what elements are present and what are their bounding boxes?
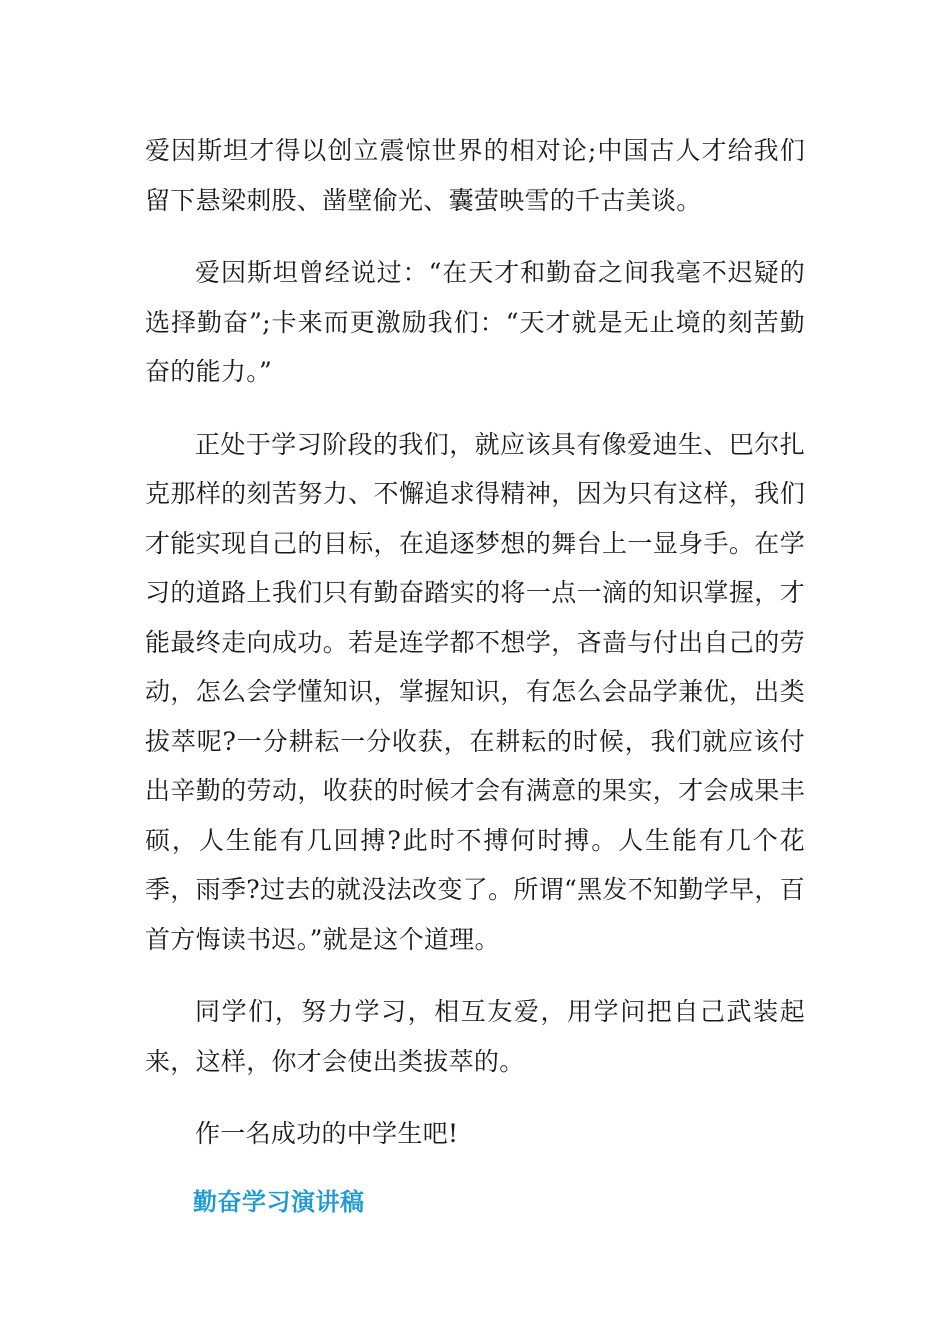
paragraph-4: 同学们，努力学习，相互友爱，用学问把自己武装起来，这样，你才会使出类拔萃的。 [145,997,805,1076]
paragraph-5: 作一名成功的中学生吧! [195,1119,459,1148]
document-body [145,126,805,1222]
paragraph-2: 爱因斯坦曾经说过：“在天才和勤奋之间我毫不迟疑的选择勤奋”;卡来而更激励我们：“天才就是无止境的刻苦勤奋的能力。” [145,258,805,386]
section-heading: 勤奋学习演讲稿 [193,1187,365,1216]
paragraph-3: 正处于学习阶段的我们，就应该具有像爱迪生、巴尔扎克那样的刻苦努力、不懈追求得精神，因为只有这样，我们才能实现自己的目标，在追逐梦想的舞台上一显身手。在学习的道路上我们只有勤奋踏实的将一点一滴的知识掌握，才能最终走向成功。若是连学都不想学，吝啬与付出自己的劳动，怎么会学懂知识，掌握知识，有怎么会品学兼优，出类拔萃呢?一分耕耘一分收获，在耕耘的时候，我们就应该付出辛勤的劳动，收获的时候才会有满意的果实，才会成果丰硕，人生能有几回搏?此时不搏何时搏。人生能有几个花季，雨季?过去的就没法改变了。所谓“黑发不知勤学早，百首方悔读书迟。”就是这个道理。 [145,429,805,954]
paragraph-1: 爱因斯坦才得以创立震惊世界的相对论;中国古人才给我们留下悬梁刺股、凿壁偷光、囊萤映雪的千古美谈。 [145,136,805,215]
